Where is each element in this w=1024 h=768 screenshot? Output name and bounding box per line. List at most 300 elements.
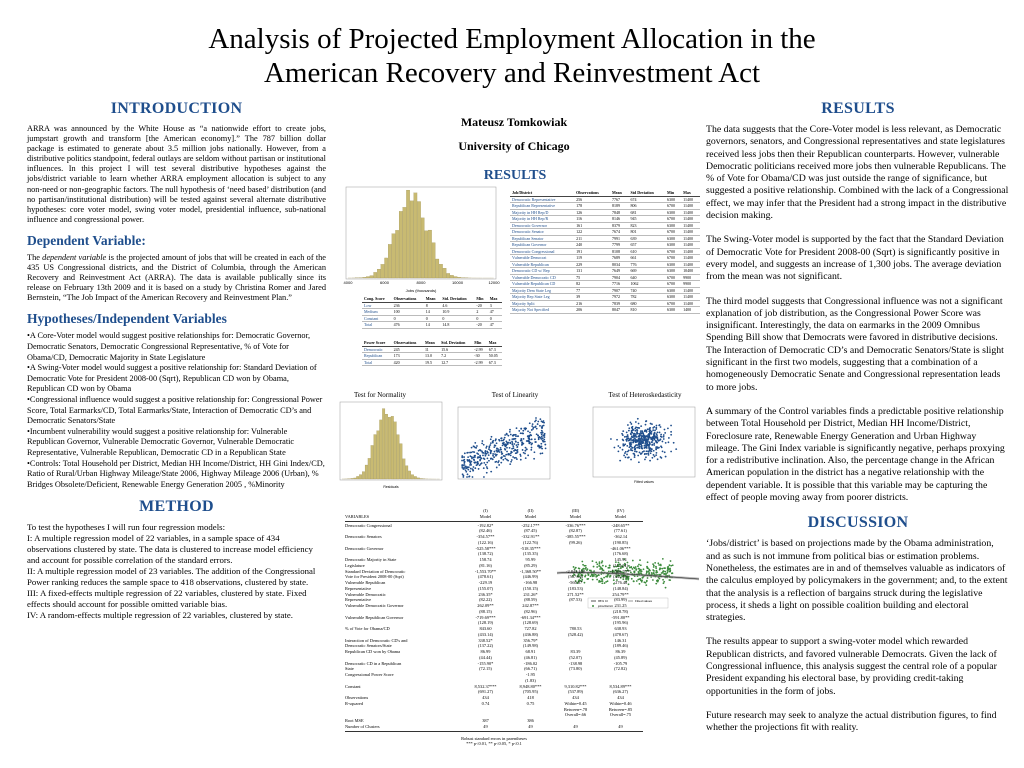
hetero-point [661,436,663,438]
fitted-point [652,579,654,581]
fitted-point [669,568,671,570]
hetero-point [656,452,658,454]
regression-variable: Democratic Senators [345,534,382,539]
linearity-point [530,449,532,451]
linearity-point [478,450,480,452]
power-score-table [362,340,502,366]
table-cell: 8 [424,302,441,309]
table-cell: Observations [392,340,423,346]
residual-histogram-bar [397,435,400,479]
linearity-point [535,426,537,428]
title-line-2: American Recovery and Reinvestment Act [263,57,761,89]
linearity-point [544,444,546,446]
linearity-point [516,452,518,454]
hetero-point [645,446,647,448]
linearity-point [501,451,503,453]
fitted-point [669,570,671,572]
linearity-point [503,442,505,444]
fitted-point [661,568,663,570]
regression-value: (528.42) [568,631,583,637]
table-cell: Republican Senator [510,235,574,242]
residual-histogram-bar [408,471,411,479]
dependent-variable-heading: Dependent Variable: [27,232,146,248]
fitted-point [655,583,657,585]
linearity-point [517,442,519,444]
hetero-point [629,443,631,445]
table-cell: 7848 [610,209,629,216]
linearity-point [472,468,474,470]
histogram-bar [406,190,409,278]
regression-value: -336.76*** [565,522,586,528]
histogram-bar [366,277,369,278]
hetero-point [635,439,637,441]
hetero-point [641,437,643,439]
table-cell: Democratic Congressional [510,248,574,255]
linearity-point [498,464,500,466]
linearity-point [515,441,517,443]
table-cell: 9900 [681,281,700,288]
residual-histogram-bar [405,466,408,479]
hetero-point [642,433,644,435]
regression-value: -166.98 [523,580,538,585]
linearity-point [514,449,516,451]
histogram-bar [377,269,380,278]
regression-value: -155.90* [477,660,494,666]
linearity-point [539,418,541,420]
hetero-point [639,445,641,447]
table-cell: 0 [488,315,502,322]
hetero-point [630,445,632,447]
table-cell: 11400 [681,209,700,216]
linearity-point [483,452,485,454]
linearity-point [520,459,522,461]
table-cell: Max [681,190,700,196]
table-cell: Min [474,296,487,302]
linearity-point [511,438,513,440]
linearity-point [529,432,531,434]
hetero-point [662,450,664,452]
hypothesis-item: •Controls: Total Household per District, Median HH Income/District, HH Gini Index/CD, Ratio of Rural/Urban Highway Mileage/State 2006, Highway Mileage 2006 (Urban), % Bridges Obsolete/Deficient, Renewable Energy Generation 2005 , %Minority [27,458,325,489]
table-cell: 11400 [681,242,700,249]
table-cell: 6700 [665,281,681,288]
linearity-point [500,438,502,440]
linearity-point [527,430,529,432]
linearity-point [509,429,511,431]
regression-value: -719.69*** [475,614,496,620]
table-cell: 11 [423,346,439,353]
hetero-point [638,438,640,440]
table-cell: 945 [628,216,665,223]
linearity-point [486,462,488,464]
linearity-point [528,438,530,440]
regression-variable: Number of Clusters [345,723,380,729]
hetero-point [651,457,653,459]
regression-variable: State [345,666,354,672]
table-cell: 206 [574,307,610,314]
table-cell: 8146 [610,216,629,223]
hetero-point [660,445,662,447]
linearity-point [507,442,509,444]
linearity-point [461,460,463,462]
hetero-point [663,438,665,440]
table-cell: 7799 [610,242,629,249]
hetero-point [641,432,643,434]
reg-header-num: (II) [527,508,534,513]
method-line: I: A multiple regression model of 22 variables, in a sample space of 434 observations clustered by state. The data is clustered to increase model efficiency and account for possible correlation of the standard errors. [27,533,313,566]
linearity-point [474,442,476,444]
fitted-point [653,566,655,568]
method-line: To test the hypotheses I will run four regression models: [27,522,226,533]
hetero-point [637,441,639,443]
linearity-point [485,455,487,457]
method-line: IV: A random-effects multiple regression of 22 variables, clustered by state. [27,610,293,621]
linearity-point [536,433,538,435]
regression-value: (128.69) [523,620,538,626]
linearity-point [467,460,469,462]
hetero-point [645,424,647,426]
table-cell: 191 [574,248,610,255]
congressional-score-table [362,296,502,329]
linearity-point [541,436,543,438]
table-cell: 178 [574,203,610,210]
table-cell: 82 [574,281,610,288]
linearity-point [484,458,486,460]
linearity-point [510,434,512,436]
regression-variable: Vulnerable Republican [345,580,386,585]
regression-variable: Representative [345,597,372,603]
regression-value: (66.71) [524,666,537,672]
table-cell: 674 [628,196,665,203]
table-cell: 11400 [681,248,700,255]
fitted-point [663,567,665,569]
linearity-point [478,468,480,470]
hetero-point [634,430,636,432]
hetero-frame [593,407,695,477]
reg-header-name: Model [479,513,492,519]
linearity-point [511,441,513,443]
residual-histogram-bar [382,409,385,479]
hetero-point [659,432,661,434]
hetero-point [664,429,666,431]
table-cell: 47 [488,309,502,316]
regression-value: 145.94 [614,557,627,562]
table-cell: Republican [362,353,392,360]
linearity-point [472,476,474,478]
linearity-point [481,440,483,442]
hetero-point [655,440,657,442]
linearity-point [543,420,545,422]
regression-value: -248.65** [611,522,630,528]
linearity-point [496,442,498,444]
right-column [706,100,1010,734]
regression-value: 727.82 [524,626,537,631]
hetero-point [668,441,670,443]
histogram-bar [458,277,461,278]
hetero-point [650,438,652,440]
table-cell: Vulnerable Democrat [510,255,574,262]
hetero-point [638,461,640,463]
linearity-point [540,443,542,445]
regression-variable: Republican CD won by Obama [345,649,401,654]
table-cell: 6700 [665,229,681,236]
hetero-point [650,452,652,454]
linearity-point [494,451,496,453]
linearity-point [463,456,465,458]
hetero-point [653,454,655,456]
linearity-point [511,459,513,461]
regression-value: 9,310.82*** [564,683,587,689]
table-cell: Majority Dem State Leg [510,287,574,294]
table-cell: 6300 [665,209,681,216]
linearity-point [498,460,500,462]
linearity-point [525,457,527,459]
regression-value: -691.34*** [520,614,541,620]
hetero-point [644,453,646,455]
histogram-bar [454,277,457,278]
table-cell: 776 [628,261,665,268]
linearity-point [496,467,498,469]
regression-value: 262.09** [477,603,494,608]
regression-value: 236.35* [478,591,493,597]
table-cell: 7972 [610,294,629,301]
linearity-point [510,461,512,463]
fitted-point [645,582,647,584]
linearity-point [476,445,478,447]
linearity-point [540,432,542,434]
hetero-point [616,439,618,441]
linearity-point [498,450,500,452]
regression-value: (176.68) [613,551,628,557]
linearity-point [486,451,488,453]
linearity-point [543,425,545,427]
regression-value: 8,948.80*** [519,683,542,689]
linearity-point [494,453,496,455]
linearity-point [512,435,514,437]
linearity-point [469,452,471,454]
title-line-1: Analysis of Projected Employment Allocation in the [208,23,816,55]
regression-value: (82.87) [569,528,582,534]
fitted-point [662,571,664,573]
hetero-point [639,452,641,454]
table-cell: 7674 [610,229,629,236]
regression-value: (183.53) [568,585,583,591]
regression-value: (46.81) [524,654,537,660]
hetero-point [627,457,629,459]
hetero-point [663,436,665,438]
linearity-point [532,423,534,425]
linearity-point [531,438,533,440]
linearity-point [509,439,511,441]
linearity-point [470,468,472,470]
table-cell: 680 [628,300,665,307]
regression-value: -252.17** [521,522,540,528]
reg-header-num: (IV) [616,508,625,513]
hetero-point [628,440,630,442]
linearity-point [491,436,493,438]
hetero-point [638,436,640,438]
regression-value: -525.58*** [475,545,496,551]
table-cell: 476 [392,322,424,329]
reg-header-name: Model [524,513,537,519]
regression-variable: Vulnerable Democratic Governor [345,603,404,608]
fitted-point [647,577,649,579]
linearity-point [522,430,524,432]
fitted-point [655,567,657,569]
hetero-point [647,453,649,455]
hetero-point [652,440,654,442]
hetero-point [653,433,655,435]
linearity-point [505,440,507,442]
table-cell: 67.3 [487,359,502,366]
table-cell: Total [362,359,392,366]
histogram-bar [450,275,453,278]
linearity-point [464,452,466,454]
fitted-point [668,579,670,581]
regression-value: (705.95) [523,689,538,695]
regression-value: 387 [482,718,489,723]
discussion-paragraph: Future research may seek to analyze the actual distribution figures, to find whether the projections fit with reality. [706,709,997,734]
regression-variable: Democratic Governor [345,545,384,551]
regression-value: -2,843.10* [565,568,586,574]
histogram-bar [414,193,417,278]
table-cell: Medium [362,309,392,316]
linearity-point [542,440,544,442]
hetero-point [626,454,628,456]
hetero-point [670,431,672,433]
linearity-point [485,447,487,449]
linearity-point [474,467,476,469]
linearity-point [510,451,512,453]
linearity-point [500,447,502,449]
linearity-point [462,464,464,466]
linearity-point [467,469,469,471]
histogram-bar [399,211,402,278]
hetero-point [650,448,652,450]
table-cell: 0 [392,315,424,322]
table-cell: 11400 [681,222,700,229]
linearity-point [469,464,471,466]
linearity-point [535,441,537,443]
fitted-point [665,587,667,589]
regression-value: (195.96) [613,620,628,626]
regression-variable: R-squared [345,700,364,706]
regression-value: (190.85) [613,539,628,545]
table-cell: 119 [574,255,610,262]
hetero-point [668,437,670,439]
hetero-point [665,456,667,458]
table-cell: 681 [628,209,665,216]
hetero-point [658,447,660,449]
table-cell: Majority Rep State Leg [510,294,574,301]
hetero-point [656,425,658,427]
hetero-point [656,436,658,438]
regression-value: 338.52* [478,637,493,643]
hetero-point [656,446,658,448]
residual-histogram-bar [356,476,359,479]
hetero-point [653,439,655,441]
hetero-point [660,456,662,458]
histogram-bar [417,202,420,278]
hetero-point [633,453,635,455]
regression-value: 271.52** [567,591,584,597]
regression-table [345,508,643,747]
hetero-point [614,447,616,449]
linearity-point [471,447,473,449]
table-cell: Constant [362,315,392,322]
regression-value: -186.02 [523,660,538,666]
linearity-point [488,447,490,449]
histogram-bar [432,243,435,278]
table-cell: 610 [628,248,665,255]
linearity-point [503,444,505,446]
table-cell: 6300 [665,242,681,249]
linearity-point [513,438,515,440]
linearity-point [466,476,468,478]
power-table-body [362,340,502,366]
table-header-row [362,340,502,346]
residual-histogram-bar [365,465,368,479]
table-cell: 216 [574,300,610,307]
regression-value: 231.25 [614,603,627,608]
table-cell: 67.3 [487,346,502,353]
linearity-point [487,457,489,459]
linearity-point [490,451,492,453]
regression-variable: Representative [345,585,372,591]
table-cell: 15.6 [439,346,472,353]
hetero-point [636,451,638,453]
table-cell: 6300 [665,261,681,268]
hetero-point [646,444,648,446]
linearity-point [462,473,464,475]
table-cell: Mean [610,190,629,196]
hetero-point [646,442,648,444]
regression-value: 146.31 [614,637,627,643]
regression-variable: Interaction of Democratic CD's and [345,637,408,643]
table-cell: 11400 [681,229,700,236]
hetero-point [651,423,653,425]
linearity-point [478,457,480,459]
regression-value: 49 [618,723,623,729]
linearity-point [535,417,537,419]
regression-value: Overall=.75 [609,712,632,718]
regression-value: (148.84) [613,585,628,591]
hetero-point [635,445,637,447]
hetero-point [647,436,649,438]
regression-variable: Vulnerable Republican Governor [345,614,404,620]
histogram-bar [388,244,391,278]
method-heading: METHOD [139,498,214,516]
linearity-point [488,460,490,462]
table-cell: 11400 [681,203,700,210]
linearity-point [483,476,485,478]
hetero-point [634,449,636,451]
hetero-point [619,447,621,449]
hetero-point [653,450,655,452]
hypothesis-item: •A Swing-Voter model would suggest a positive relationship for: Standard Deviation of Democratic Vote for President 2008-00 (Sqrt), Republican CD won by Obama, Republican CD won by Obama [27,363,317,394]
results-paragraph: A summary of the Control variables finds a predictable positive relationship between Total Household per District, Median HH Income/District, Foreclosure rate, Renewable Energy Generation and Urban Highway mileage. The Gini Index variable is significantly negative, perhaps proxying for a redistributive inclination. Also, the percentage change in the African American population in the district has a negative relationship with the dependent variable. It is possible that this variable may be capturing the effect of people moving away from poorer districts. [706,405,1005,504]
linearity-point [493,456,495,458]
fitted-point [667,569,669,571]
linearity-scatter [454,405,554,485]
hetero-point [649,448,651,450]
results-paragraph: The data suggests that the Core-Voter model is less relevant, as Democratic governors, senators, and Congressional representatives and state legislatures received less jobs then their Republican counterparts. However, vulnerable Democratic politicians received more jobs then vulnerable Republicans. The % of Vote for Obama/CD was just outside the range of significance, but suggested a positive relationship. Combined with the lack of a Congressional effect, we may infer that the President had a strong impact in the distributive decision making. [706,124,1009,222]
linearity-point [495,455,497,457]
regression-value: (73.80) [569,666,582,672]
regression-value: (1.83) [525,677,536,683]
hetero-point [660,434,662,436]
histogram-tick-label: 6000 [380,280,389,285]
hetero-point [630,423,632,425]
